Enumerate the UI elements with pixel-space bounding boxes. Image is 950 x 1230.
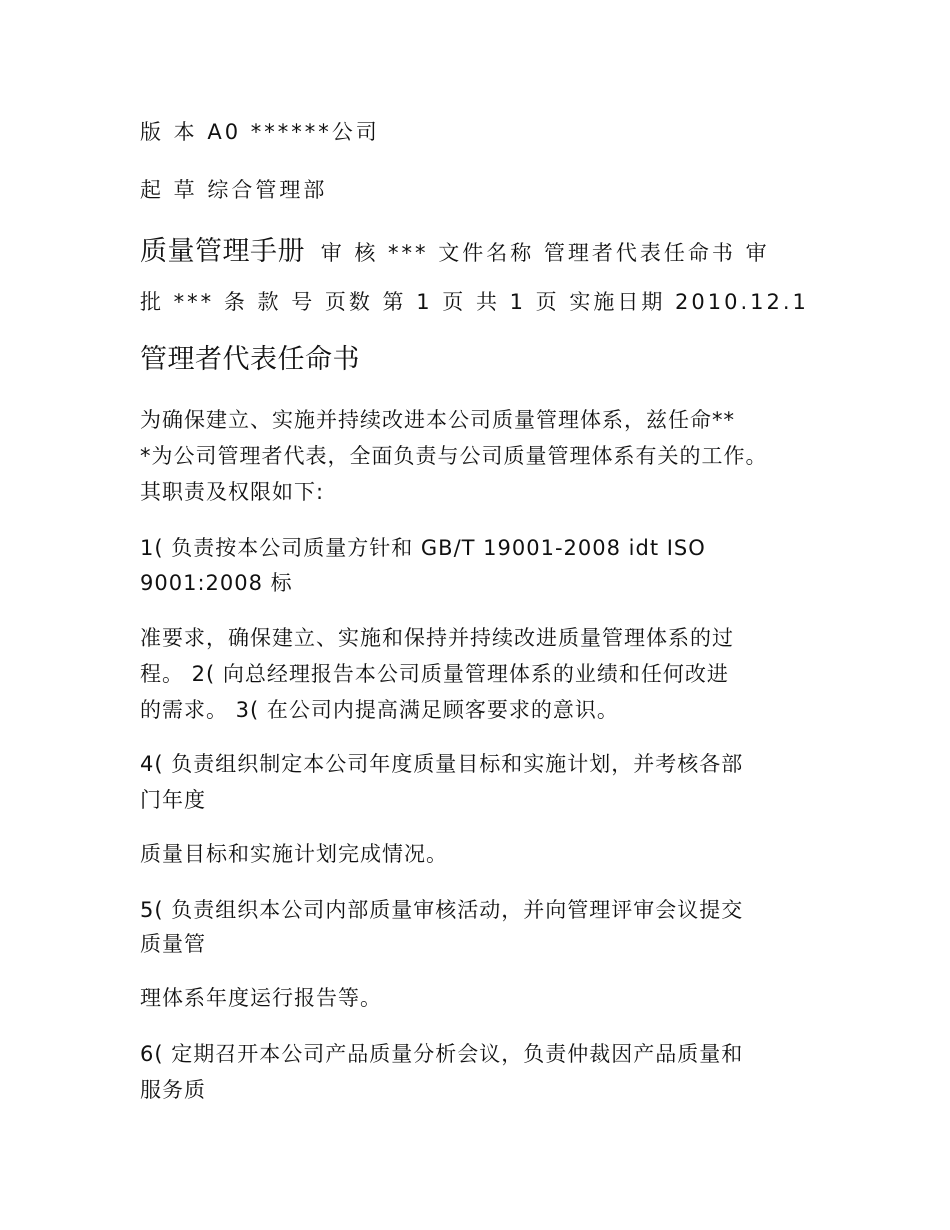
item4-cont: 质量目标和实施计划完成情况。: [140, 842, 448, 866]
doc-title: 管理者代表任命书: [140, 344, 360, 375]
item5-line-2: 质量管: [140, 932, 206, 956]
item5-cont: 理体系年度运行报告等。: [140, 986, 382, 1010]
item4-line-1: 4( 负责组织制定本公司年度质量目标和实施计划，并考核各部: [140, 752, 744, 776]
manual-title: 质量管理手册: [140, 236, 305, 267]
intro-line-3: 其职责及权限如下:: [140, 480, 325, 504]
item6-line-1: 6( 定期召开本公司产品质量分析会议，负责仲裁因产品质量和: [140, 1042, 744, 1066]
item1-line-2: 9001:2008 标: [140, 571, 293, 595]
draft-line: 起 草 综合管理部: [140, 178, 328, 202]
intro-line-2: *为公司管理者代表，全面负责与公司质量管理体系有关的工作。: [140, 444, 768, 468]
meta-line-2: 批 *** 条 款 号 页数 第 1 页 共 1 页 实施日期 2010.12.1: [140, 290, 809, 314]
item5-line-1: 5( 负责组织本公司内部质量审核活动，并向管理评审会议提交: [140, 898, 744, 922]
item1-line-1: 1( 负责按本公司质量方针和 GB/T 19001-2008 idt ISO: [140, 536, 706, 560]
item6-line-2: 服务质: [140, 1078, 206, 1102]
intro-line-1: 为确保建立、实施并持续改进本公司质量管理体系，兹任命**: [140, 408, 735, 432]
item1-cont-line-2: 程。 2( 向总经理报告本公司质量管理体系的业绩和任何改进: [140, 662, 729, 686]
version-line: [140, 118, 380, 146]
meta-line-1-rest: 审 核 *** 文件名称 管理者代表任命书 审: [320, 241, 770, 265]
item4-line-2: 门年度: [140, 788, 206, 812]
meta-line-1: [140, 238, 770, 267]
version-text: 版 本 A0 ******公司: [140, 120, 380, 144]
item1-cont-line-3: 的需求。 3( 在公司内提高满足顾客要求的意识。: [140, 698, 619, 722]
item1-cont-line-1: 准要求，确保建立、实施和保持并持续改进质量管理体系的过: [140, 626, 734, 650]
